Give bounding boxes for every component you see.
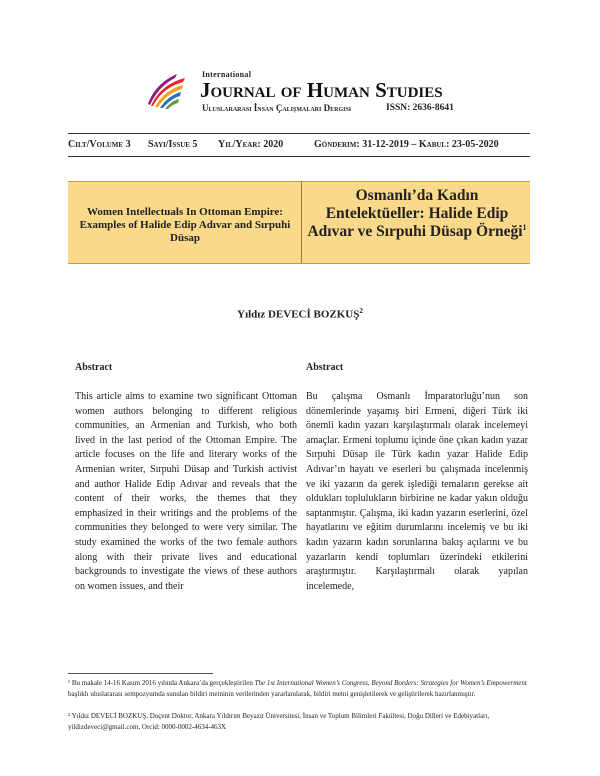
author-footnote-ref: 2 xyxy=(359,307,363,315)
abstract-tr-text: Bu çalışma Osmanlı İmparatorluğu’nun son dönemlerinde yaşamış biri Ermeni, diğeri Türk iki önemli kadın yazarı karşılaştırmalı olarak incelemeyi amaçlar. Ermeni toplumu içinde öne çıkan kadın yazar Sırpuhi Düsap ile Türk kadın yazar Halide Edip Adıvar’ın hayatı ve eserleri bu çalışmada incelenmiş ve iki yazarın da gerek işlediği temaların gerekse ait oldukları toplulukların birbirine ne kadar yakın olduğu saptanmıştır. Çalışma, iki kadın yazarın eserlerini, özel hayatlarını ve eğitim durumlarını incelemiş ve bu iki kadın yazarın kadın sorunlarına bakış açılarını ve bu yazarların kendi toplumları üzerindeki etkilerini araştırmıştır. Karşılaştırmalı olarak yapılan incelemede, xyxy=(306,391,528,592)
journal-title: Journal of Human Studies xyxy=(200,78,443,102)
title-turkish xyxy=(306,187,528,242)
meta-volume: Cilt/Volume 3 xyxy=(68,139,131,150)
title-turkish-text: Osmanlı’da Kadın Entelektüeller: Halide Edip Adıvar ve Sırpuhi Düsap Örneği xyxy=(307,187,523,241)
journal-intl-label: International xyxy=(202,70,252,79)
title-box-divider xyxy=(301,181,302,263)
author-name: Yıldız DEVECİ BOZKUŞ xyxy=(237,308,360,321)
journal-issn: ISSN: 2636-8641 xyxy=(386,103,454,113)
meta-dates: Gönderim: 31-12-2019 – Kabul: 23-05-2020 xyxy=(314,139,499,150)
footnote-1-italic: The 1st International Women’s Congress, Beyond Borders: Strategies for Women’s Empowerment xyxy=(254,679,527,687)
header-top-rule xyxy=(68,133,530,134)
abstract-en-heading: Abstract xyxy=(75,362,113,373)
journal-logo-icon xyxy=(147,72,187,110)
author xyxy=(0,307,600,321)
abstract-tr-heading: Abstract xyxy=(306,362,344,373)
meta-year: Yıl/Year: 2020 xyxy=(218,139,284,150)
header-bottom-rule xyxy=(68,156,530,157)
abstract-en-text: This article aims to examine two significant Ottoman women authors belonging to different religious communities, an Armenian and Turkish, who both lived in the last period of the Ottoman Empire. The article focuses on the life and literary works of the Armenian writer, Sırpuhi Düsap and Turkish activist and author Halide Edip Adıvar and reveals that the content of their works, the themes that they emphasized in their writings and the problems of the communities they belonged to were very similar. The study examined the works of the two female authors along with their private lives and educational backgrounds to investigate the views of these authors on women issues, and their xyxy=(75,391,297,592)
meta-issue: Sayı/Issue 5 xyxy=(148,139,198,150)
footnote-2: ² Yıldız DEVECİ BOZKUŞ, Doçent Doktor, Ankara Yıldırım Beyazıt Üniversitesi, İnsan ve Toplum Bilimleri Fakültesi, Doğu Dilleri ve Edebiyatları, yildizdeveci@gmail.com, Orcid: 0000-0002-4634-463X xyxy=(68,712,490,731)
title-english: Women Intellectuals In Ottoman Empire: Examples of Halide Edip Adıvar and Sırpuhi Düsap xyxy=(79,206,291,245)
title-footnote-ref: 1 xyxy=(522,223,527,233)
footnote-1 xyxy=(68,678,530,699)
journal-subtitle: Uluslararası İnsan Çalışmaları Dergisi xyxy=(202,103,352,113)
footnote-1-post: başlıklı uluslararası sempozyumda sunulan bildiri metninin verilerinden yararlanılarak, bildiri metni genişletilerek ve geliştirilerek hazırlanmıştır. xyxy=(68,689,476,698)
footnote-1-pre: ¹ Bu makale 14-16 Kasım 2016 yılında Ankara’da gerçekleştirilen xyxy=(68,679,255,687)
footnote-rule xyxy=(68,673,213,674)
